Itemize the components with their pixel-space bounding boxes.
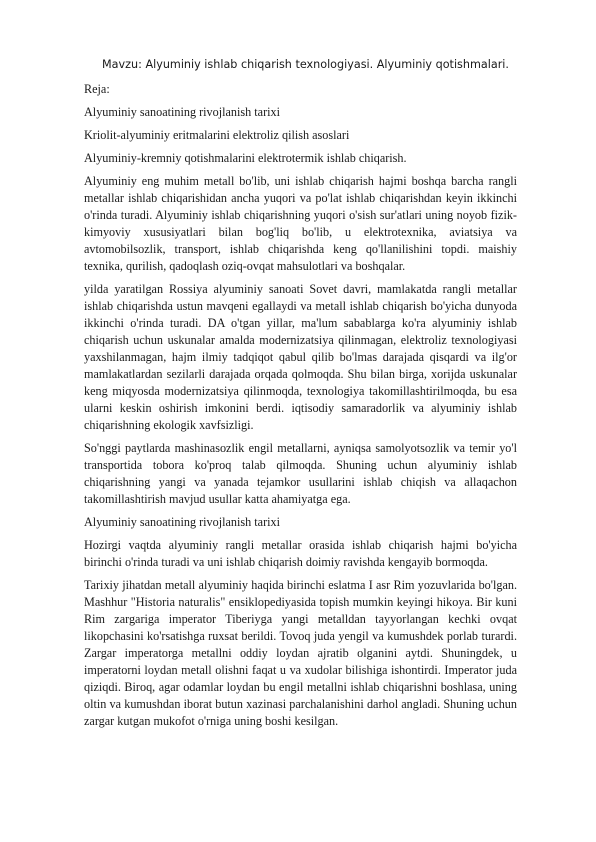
body-paragraph: So'nggi paytlarda mashinasozlik engil metallarni, ayniqsa samolyotsozlik va temir yo'l transportida tobora ko'proq talab qilmoqda. Shuning uchun alyuminiy ishlab chiqarishning yangi va yanada tejamkor usullarini ishlab chiqish va allaqachon takomillashtirish mavjud usullar katta ahamiyatga ega.	[84, 441, 517, 506]
plan-item: Alyuminiy sanoatining rivojlanish tarixi	[84, 105, 280, 119]
body-paragraph: yilda yaratilgan Rossiya alyuminiy sanoati Sovet davri, mamlakatda rangli metallar ishlab chiqarishda ustun mavqeni egallaydi va metall ishlab chiqarish bo'yicha dunyoda ikkinchi o'rinda turadi. DA o'tgan yillar, ma'lum sabablarga ko'ra alyuminiy ishlab chiqarish uchun uskunalar amalda modernizatsiya qilinmagan, elektroliz texnologiyasi yaxshilanmagan, hajm ilmiy tadqiqot qabul qilib bo'lmas darajada qisqardi va ilg'or mamlakatlardan sezilarli darajada orqada qolmoqda. Shu bilan birga, xorijda uskunalar keng miqyosda modernizatsiya qilinmoqda, texnologiya takomillashtirilmoqda, bu esa ularni keskin oshirish imkonini berdi. iqtisodiy samaradorlik va alyuminiy ishlab chiqarishning ekologik xavfsizligi.	[84, 282, 517, 432]
body-paragraph: Alyuminiy eng muhim metall bo'lib, uni ishlab chiqarish hajmi boshqa barcha rangli metallar ishlab chiqarishidan ancha yuqori va po'lat ishlab chiqarishdan keyin ikkinchi o'rinda turadi. Alyuminiy ishlab chiqarishning yuqori o'sish sur'atlari uning noyob fizik-kimyoviy xususiyatlari bilan bog'liq bo'lib, u elektrotexnika, aviatsiya va avtomobilsozlik, transport, ishlab chiqarishda keng qo'llanilishini topdi. maishiy texnika, qurilish, qadoqlash oziq-ovqat mahsulotlari va boshqalar.	[84, 174, 517, 273]
document-title: Mavzu: Alyuminiy ishlab chiqarish texnologiyasi. Alyuminiy qotishmalari.	[102, 58, 509, 71]
section-heading: Alyuminiy sanoatining rivojlanish tarixi	[84, 515, 280, 529]
body-paragraph: Tarixiy jihatdan metall alyuminiy haqida birinchi eslatma I asr Rim yozuvlarida bo'lgan. Mashhur "Historia naturalis" ensiklopediyasida topish mumkin keyingi hikoya. Bir kuni Rim zargariga imperator Tiberiyga yangi metalldan tayyorlangan kechki ovqat likopchasini ko'rsatishga ruxsat berildi. Tovoq juda yengil va kumushdek porlab turardi. Zargar imperatorga metallni oddiy loydan ajratib olganini aytdi. Shuningdek, u imperatorni loydan metall olishni faqat u va xudolar bilishiga ishontirdi. Imperator juda qiziqdi. Biroq, agar odamlar loydan bu engil metallni ishlab chiqarishni boshlasa, uning oltin va kumushdan iborat butun xazinasi parchalanishini darhol angladi. Shuning uchun zargar kutgan mukofot o'rniga uning boshi kesilgan.	[84, 578, 517, 728]
plan-label: Reja:	[84, 82, 110, 96]
plan-item: Alyuminiy-kremniy qotishmalarini elektrotermik ishlab chiqarish.	[84, 151, 407, 165]
body-paragraph: Hozirgi vaqtda alyuminiy rangli metallar orasida ishlab chiqarish hajmi bo'yicha birinchi o'rinda turadi va uni ishlab chiqarish doimiy ravishda kengayib bormoqda.	[84, 538, 517, 569]
plan-item: Kriolit-alyuminiy eritmalarini elektroliz qilish asoslari	[84, 128, 350, 142]
